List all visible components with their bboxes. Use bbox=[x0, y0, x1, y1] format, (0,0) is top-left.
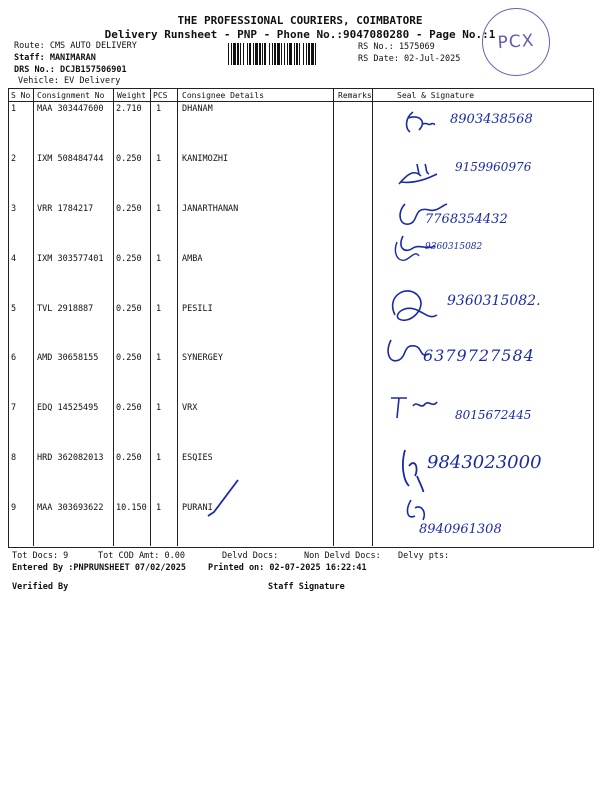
entered-by: Entered By :PNPRUNSHEET 07/02/2025 bbox=[12, 563, 186, 573]
runsheet-title: Delivery Runsheet - PNP - Phone No.:9047080280 - Page No.:1 bbox=[104, 28, 496, 41]
row-sno: 9 bbox=[11, 503, 17, 513]
handwritten-signature-icon bbox=[375, 285, 455, 335]
row-weight: 0.250 bbox=[116, 304, 142, 314]
row-consignment: TVL 2918887 bbox=[37, 304, 94, 314]
header-remarks: Remarks bbox=[338, 91, 372, 100]
header-consignee: Consignee Details bbox=[182, 91, 264, 100]
rs-number: RS No.: 1575069 bbox=[358, 42, 435, 52]
signature-phone: 6379727584 bbox=[423, 346, 535, 365]
printed-on: Printed on: 02-07-2025 16:22:41 bbox=[208, 563, 367, 573]
row-pcs: 1 bbox=[156, 304, 162, 314]
delivery-points: Delvy pts: bbox=[398, 551, 450, 561]
row-weight: 0.250 bbox=[116, 403, 142, 413]
row-sno: 2 bbox=[11, 154, 17, 164]
pcx-stamp: PCX bbox=[480, 6, 553, 79]
row-consignee: VRX bbox=[182, 403, 198, 413]
row-weight: 0.250 bbox=[116, 453, 142, 463]
signature-phone: 9843023000 bbox=[427, 452, 542, 473]
barcode-icon bbox=[228, 43, 354, 65]
signature-phone: 9360315082. bbox=[447, 293, 541, 309]
row-consignee: DHANAM bbox=[182, 104, 213, 114]
row-pcs: 1 bbox=[156, 453, 162, 463]
row-weight: 0.250 bbox=[116, 254, 142, 264]
row-pcs: 1 bbox=[156, 254, 162, 264]
total-cod-amount: Tot COD Amt: 0.00 bbox=[98, 551, 185, 561]
signature-row-6 bbox=[375, 336, 595, 388]
row-sno: 6 bbox=[11, 353, 17, 363]
staff-label: Staff: MANIMARAN bbox=[14, 53, 96, 63]
row-consignment: MAA 303447600 bbox=[37, 104, 104, 114]
signature-phone: 8015672445 bbox=[455, 408, 532, 422]
drs-number: DRS No.: DCJB157506901 bbox=[14, 65, 127, 75]
route-label: Route: CMS AUTO DELIVERY bbox=[14, 41, 137, 51]
column-divider bbox=[33, 88, 34, 546]
vehicle-label: Vehicle: EV Delivery bbox=[18, 76, 121, 86]
header-seal-signature: Seal & Signature bbox=[397, 91, 475, 100]
row-sno: 1 bbox=[11, 104, 17, 114]
row-pcs: 1 bbox=[156, 403, 162, 413]
checkmark-icon bbox=[204, 478, 244, 520]
column-divider bbox=[333, 88, 334, 546]
row-weight: 2.710 bbox=[116, 104, 142, 114]
row-consignee: PURANI bbox=[182, 503, 213, 513]
column-divider bbox=[150, 88, 151, 546]
row-sno: 5 bbox=[11, 304, 17, 314]
row-pcs: 1 bbox=[156, 204, 162, 214]
row-consignee: AMBA bbox=[182, 254, 203, 264]
signature-phone: 9360315082 bbox=[425, 242, 483, 252]
row-consignment: AMD 30658155 bbox=[37, 353, 99, 363]
header-weight: Weight bbox=[117, 91, 146, 100]
row-weight: 0.250 bbox=[116, 204, 142, 214]
table-header-divider bbox=[8, 101, 592, 102]
row-weight: 10.150 bbox=[116, 503, 147, 513]
row-pcs: 1 bbox=[156, 154, 162, 164]
signature-row-7 bbox=[375, 392, 595, 444]
row-pcs: 1 bbox=[156, 353, 162, 363]
signature-row-5 bbox=[375, 285, 595, 337]
verified-by: Verified By bbox=[12, 582, 69, 592]
row-consignee: PESILI bbox=[182, 304, 213, 314]
signature-phone: 8903438568 bbox=[450, 112, 533, 127]
staff-signature: Staff Signature bbox=[268, 582, 345, 592]
row-weight: 0.250 bbox=[116, 353, 142, 363]
rs-date: RS Date: 02-Jul-2025 bbox=[358, 54, 461, 64]
row-consignment: HRD 362082013 bbox=[37, 453, 104, 463]
row-consignment: IXM 303577401 bbox=[37, 254, 104, 264]
row-consignment: IXM 508484744 bbox=[37, 154, 104, 164]
column-divider bbox=[177, 88, 178, 546]
column-divider bbox=[372, 88, 373, 546]
row-sno: 8 bbox=[11, 453, 17, 463]
row-sno: 3 bbox=[11, 204, 17, 214]
row-consignee: JANARTHANAN bbox=[182, 204, 239, 214]
company-name: THE PROFESSIONAL COURIERS, COIMBATORE bbox=[177, 14, 423, 27]
row-consignee: SYNERGEY bbox=[182, 353, 223, 363]
header-pcs: PCS bbox=[153, 91, 168, 100]
signature-row-1 bbox=[375, 108, 595, 160]
row-consignment: VRR 1784217 bbox=[37, 204, 94, 214]
total-docs: Tot Docs: 9 bbox=[12, 551, 69, 561]
signature-phone: 8940961308 bbox=[419, 522, 502, 537]
handwritten-signature-icon bbox=[375, 158, 455, 194]
row-pcs: 1 bbox=[156, 503, 162, 513]
signature-phone: 9159960976 bbox=[455, 160, 532, 174]
signature-row-4 bbox=[375, 238, 595, 290]
header-consignment: Consignment No bbox=[37, 91, 105, 100]
delivered-docs: Delvd Docs: bbox=[222, 551, 279, 561]
row-sno: 7 bbox=[11, 403, 17, 413]
header-sno: S No bbox=[11, 91, 31, 100]
row-consignment: EDQ 14525495 bbox=[37, 403, 99, 413]
non-delivered-docs: Non Delvd Docs: bbox=[304, 551, 381, 561]
handwritten-signature-icon bbox=[375, 108, 435, 138]
row-weight: 0.250 bbox=[116, 154, 142, 164]
column-divider bbox=[113, 88, 114, 546]
row-consignee: ESQIES bbox=[182, 453, 213, 463]
handwritten-signature-icon bbox=[375, 392, 455, 422]
signature-row-9 bbox=[375, 496, 595, 548]
row-consignee: KANIMOZHI bbox=[182, 154, 229, 164]
row-pcs: 1 bbox=[156, 104, 162, 114]
row-sno: 4 bbox=[11, 254, 17, 264]
signature-row-8 bbox=[375, 446, 595, 498]
row-consignment: MAA 303693622 bbox=[37, 503, 104, 513]
signature-phone: 7768354432 bbox=[425, 212, 508, 227]
